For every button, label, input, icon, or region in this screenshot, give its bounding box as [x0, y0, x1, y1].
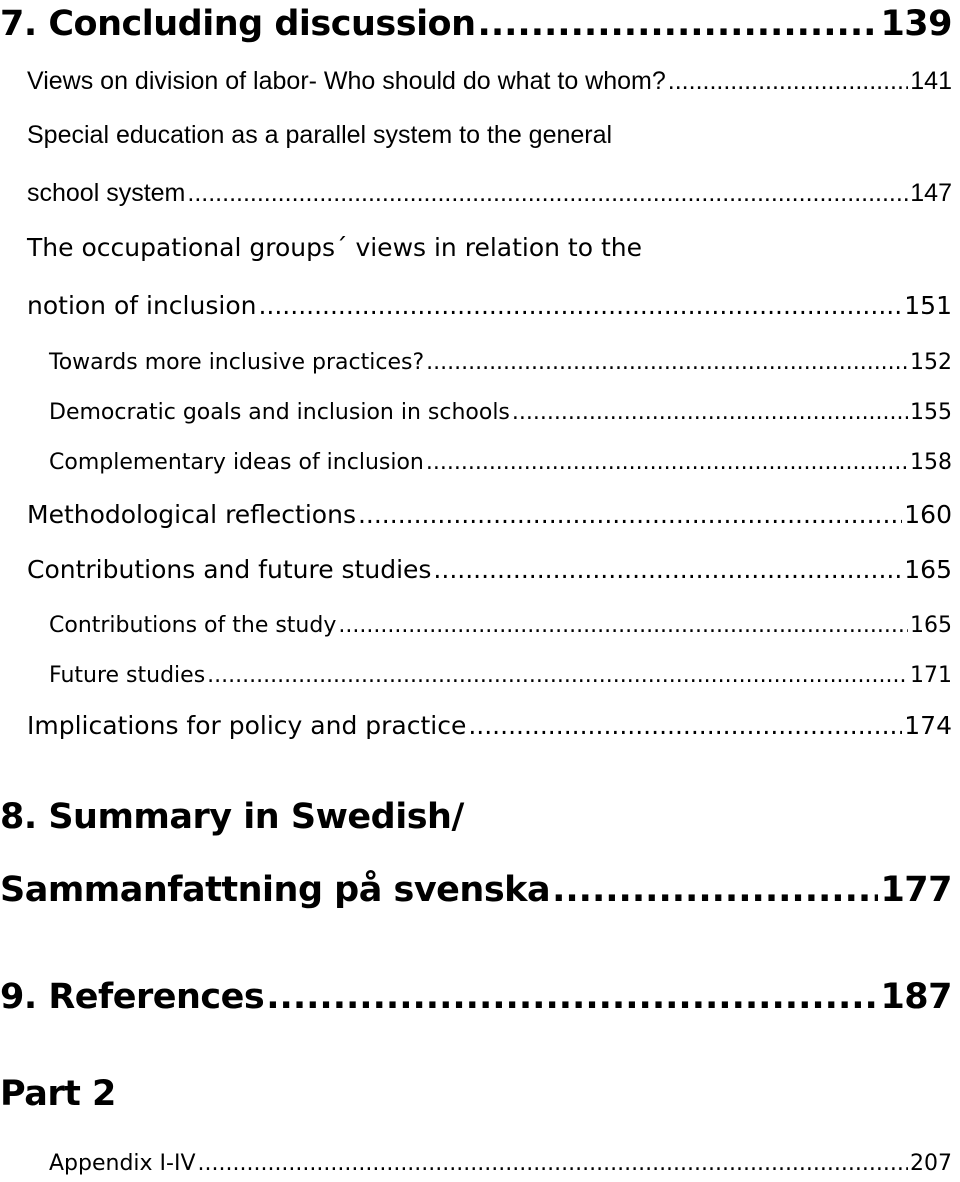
toc-title: Future studies — [49, 663, 206, 688]
toc-title: notion of inclusion — [27, 291, 257, 320]
toc-entry-democratic-goals[interactable] — [0, 377, 960, 425]
toc-chapter-9[interactable] — [0, 969, 960, 1017]
toc-page-number: 158 — [910, 450, 952, 475]
toc-title: 7. Concluding discussion — [0, 4, 476, 44]
toc-entry-special-education[interactable] — [0, 160, 960, 208]
toc-entry-division-of-labor[interactable] — [0, 48, 960, 96]
toc-entry-implications[interactable] — [0, 692, 960, 740]
toc-page-number: 147 — [910, 179, 952, 207]
toc-title: Contributions of the study — [49, 613, 337, 638]
dot-leader — [266, 977, 878, 1017]
toc-entry-title-line1: The occupational groups´ views in relation to the — [27, 233, 643, 262]
toc-page-number: 155 — [910, 400, 952, 425]
toc-page-number: 177 — [880, 870, 952, 910]
dot-leader — [426, 350, 908, 375]
dot-leader — [187, 179, 908, 208]
dot-leader — [512, 400, 908, 425]
toc-entry-complementary-ideas[interactable] — [0, 427, 960, 475]
toc-page-number: 152 — [910, 350, 952, 375]
toc-entry-future-studies[interactable] — [0, 640, 960, 688]
toc-title: Sammanfattning på svenska — [0, 870, 551, 910]
dot-leader — [668, 67, 909, 96]
toc-chapter-8[interactable] — [0, 862, 960, 910]
toc-page-number: 139 — [880, 4, 952, 44]
toc-page-number: 151 — [904, 291, 952, 320]
dot-leader — [552, 870, 878, 910]
toc-title: school system — [27, 179, 186, 207]
toc-title: Implications for policy and practice — [27, 711, 467, 740]
part-2-heading: Part 2 — [0, 1074, 116, 1114]
dot-leader — [338, 613, 908, 638]
toc-page-number: 174 — [904, 711, 952, 740]
dot-leader — [426, 450, 908, 475]
toc-title: Contributions and future studies — [27, 555, 432, 584]
toc-entry-contributions-study[interactable] — [0, 590, 960, 638]
toc-page-number: 165 — [910, 613, 952, 638]
dot-leader — [258, 291, 902, 320]
toc-title: Complementary ideas of inclusion — [49, 450, 424, 475]
dot-leader — [358, 500, 902, 529]
toc-page-number: 171 — [910, 663, 952, 688]
toc-entry-inclusive-practices[interactable] — [0, 327, 960, 375]
toc-title: Views on division of labor- Who should do what to whom? — [27, 67, 666, 95]
toc-page-number: 187 — [880, 977, 952, 1017]
toc-title: Towards more inclusive practices? — [49, 350, 425, 375]
dot-leader — [433, 555, 902, 584]
toc-title: Methodological reflections — [27, 500, 356, 529]
toc-page-number: 160 — [904, 500, 952, 529]
toc-entry-title-line1: Special education as a parallel system to the general — [27, 121, 613, 149]
toc-entry-contributions-future[interactable] — [0, 536, 960, 584]
dot-leader — [468, 711, 902, 740]
toc-entry-methodological-reflections[interactable] — [0, 481, 960, 529]
dot-leader — [478, 4, 879, 44]
dot-leader — [198, 1151, 908, 1176]
toc-title: Appendix I-IV — [49, 1151, 196, 1176]
toc-page-number: 207 — [910, 1151, 952, 1176]
toc-entry-appendix[interactable] — [0, 1128, 960, 1176]
toc-entry-occupational-groups[interactable] — [0, 272, 960, 320]
toc-page-number: 165 — [904, 555, 952, 584]
toc-chapter-7[interactable] — [0, 0, 960, 44]
toc-title: 9. References — [0, 977, 265, 1017]
dot-leader — [207, 663, 908, 688]
toc-title: Democratic goals and inclusion in schools — [49, 400, 510, 425]
toc-chapter-8-line1: 8. Summary in Swedish/ — [0, 797, 464, 837]
toc-page-number: 141 — [910, 67, 952, 95]
